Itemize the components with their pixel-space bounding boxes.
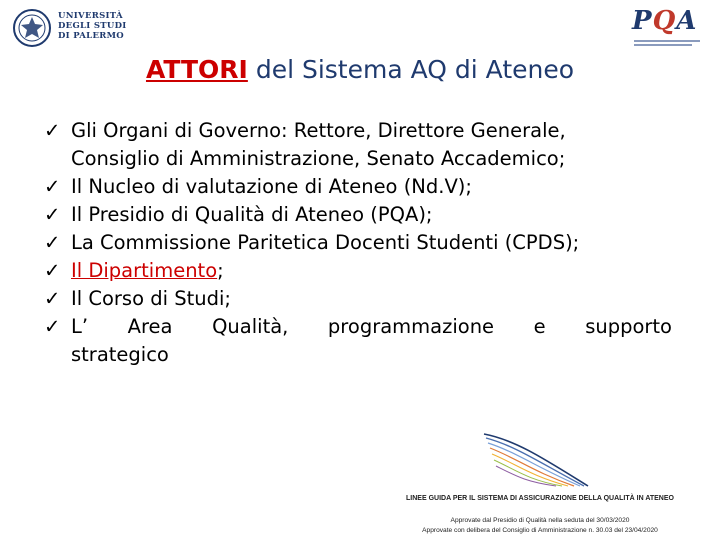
pqa-logo-underline xyxy=(634,40,700,42)
pqa-logo-text: PQA xyxy=(632,6,698,36)
checkmark-icon: ✓ xyxy=(44,259,61,282)
list-item xyxy=(44,313,672,369)
guidelines-swoosh-logo xyxy=(476,430,596,490)
university-line: DEGLI STUDI xyxy=(58,21,127,31)
university-seal-icon xyxy=(12,8,52,48)
university-logo xyxy=(12,8,132,48)
list-item xyxy=(44,257,672,285)
title-rest: del Sistema AQ di Ateneo xyxy=(247,55,575,84)
list-item xyxy=(44,201,672,229)
university-line: UNIVERSITÀ xyxy=(58,11,123,21)
list-item-text: strategico xyxy=(71,343,169,366)
university-name xyxy=(58,11,127,41)
title-highlight: ATTORI xyxy=(145,55,248,84)
list-item-text: Il Corso di Studi; xyxy=(71,287,231,310)
guidelines-document-info xyxy=(390,494,690,536)
list-item-text: Il Dipartimento xyxy=(71,259,218,282)
list-item xyxy=(44,173,672,201)
checkmark-icon: ✓ xyxy=(44,203,61,226)
actors-list xyxy=(44,117,672,369)
list-item-text: L’ Area Qualità, programmazione e supporto xyxy=(71,315,672,338)
approval-note: Approvate con delibera del Consiglio di Amministrazione n. 30.03 del 23/04/2020 xyxy=(422,527,658,534)
approval-note: Approvate dal Presidio di Qualità nella seduta del 30/03/2020 xyxy=(450,517,630,524)
checkmark-icon: ✓ xyxy=(44,119,61,142)
list-item xyxy=(44,229,672,257)
list-item xyxy=(44,117,672,173)
checkmark-icon: ✓ xyxy=(44,287,61,310)
slide-title xyxy=(0,55,720,84)
list-item-text: Consiglio di Amministrazione, Senato Accademico; xyxy=(71,147,566,170)
list-item-text: Gli Organi di Governo: Rettore, Direttore Generale, xyxy=(71,119,566,142)
pqa-logo xyxy=(628,6,708,50)
list-item-text: Il Presidio di Qualità di Ateneo (PQA); xyxy=(71,203,433,226)
list-item-suffix: ; xyxy=(217,259,224,282)
checkmark-icon: ✓ xyxy=(44,315,61,338)
university-line: DI PALERMO xyxy=(58,31,125,41)
pqa-logo-underline xyxy=(634,44,692,46)
list-item xyxy=(44,285,672,313)
list-item-text: Il Nucleo di valutazione di Ateneo (Nd.V); xyxy=(71,175,472,198)
document-title: LINEE GUIDA PER IL SISTEMA DI ASSICURAZIONE DELLA QUALITÀ IN ATENEO xyxy=(406,495,674,502)
checkmark-icon: ✓ xyxy=(44,175,61,198)
checkmark-icon: ✓ xyxy=(44,231,61,254)
list-item-text: La Commissione Paritetica Docenti Studenti (CPDS); xyxy=(71,231,580,254)
